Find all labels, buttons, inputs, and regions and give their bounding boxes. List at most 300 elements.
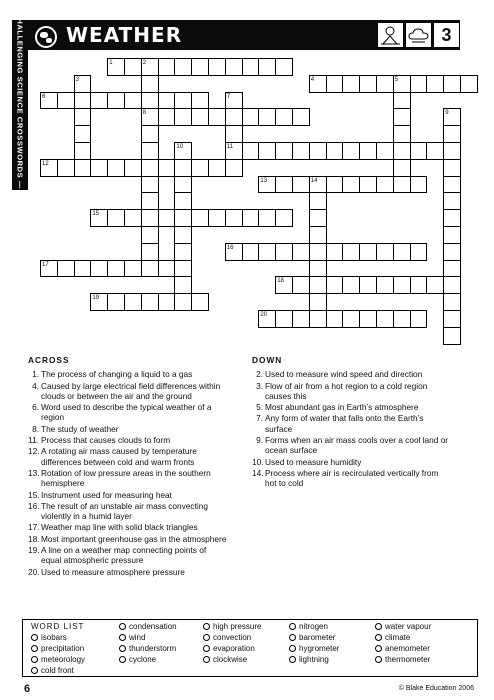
crossword-cell[interactable] [158, 260, 176, 278]
crossword-cell[interactable] [359, 75, 377, 93]
crossword-cell[interactable] [376, 243, 394, 261]
bullet-icon [375, 634, 382, 641]
crossword-cell[interactable] [107, 293, 125, 311]
crossword-cell[interactable] [393, 159, 411, 177]
crossword-cell[interactable] [342, 142, 360, 160]
crossword-cell[interactable] [309, 75, 327, 93]
crossword-cell[interactable] [443, 260, 461, 278]
crossword-cell[interactable] [124, 260, 142, 278]
crossword-cell[interactable] [107, 260, 125, 278]
word-list-item-label: water vapour [385, 622, 432, 631]
crossword-cell[interactable] [90, 159, 108, 177]
crossword-cell[interactable] [258, 243, 276, 261]
word-list-item [203, 644, 255, 654]
crossword-cell[interactable] [208, 108, 226, 126]
crossword-cell[interactable] [309, 176, 327, 194]
clue-item-number: 14 . [252, 468, 263, 478]
word-list-item [375, 622, 431, 632]
clue-item-text: Weather map line with solid black triangles [41, 522, 198, 533]
crossword-cell[interactable] [174, 92, 192, 110]
clue-item-text: Most abundant gas in Earth’s atmosphere [265, 402, 419, 413]
crossword-cell[interactable] [443, 192, 461, 210]
crossword-cell[interactable] [309, 243, 327, 261]
crossword-cell[interactable] [258, 310, 276, 328]
down-clues [252, 355, 452, 490]
crossword-cell[interactable] [275, 310, 293, 328]
crossword-cell[interactable] [426, 142, 444, 160]
clue-item-text: Word used to describe the typical weather of a region [41, 402, 212, 423]
crossword-cell[interactable] [141, 159, 159, 177]
word-list-item-label: isobars [41, 633, 67, 642]
crossword-cell[interactable] [174, 276, 192, 294]
crossword-cell[interactable] [174, 243, 192, 261]
across-clues [28, 355, 228, 578]
clue-item-number: 3 . [252, 381, 263, 391]
crossword-cell[interactable] [275, 142, 293, 160]
clue-item [28, 424, 228, 434]
crossword-cell[interactable] [158, 293, 176, 311]
crossword-cell[interactable] [410, 75, 428, 93]
clue-number: 19 [92, 295, 100, 302]
crossword-cell[interactable] [393, 75, 411, 93]
bullet-icon [31, 634, 38, 641]
crossword-cell[interactable] [124, 58, 142, 76]
clue-number: 4 [310, 76, 315, 83]
crossword-cell[interactable] [225, 159, 243, 177]
series-title: CHALLENGING SCIENCE CROSSWORDS — JUNIOR [15, 12, 25, 224]
crossword-cell[interactable] [443, 159, 461, 177]
crossword-cell[interactable] [258, 176, 276, 194]
crossword-cell[interactable] [326, 276, 344, 294]
word-list-item-label: nitrogen [299, 622, 328, 631]
crossword-cell[interactable] [376, 176, 394, 194]
crossword-cell[interactable] [40, 260, 58, 278]
crossword-cell[interactable] [443, 226, 461, 244]
crossword-cell[interactable] [443, 176, 461, 194]
clue-item [28, 402, 228, 423]
clue-item-number: 9 . [252, 435, 263, 445]
word-list [22, 619, 478, 677]
crossword-cell[interactable] [225, 243, 243, 261]
clue-item-text: Used to measure wind speed and direction [265, 369, 423, 380]
crossword-cell[interactable] [393, 108, 411, 126]
clue-item-text: Instrument used for measuring heat [41, 489, 172, 500]
crossword-cell[interactable] [326, 176, 344, 194]
clue-item [252, 457, 452, 467]
crossword-cell[interactable] [410, 176, 428, 194]
crossword-cell[interactable] [342, 310, 360, 328]
crossword-cell[interactable] [174, 176, 192, 194]
crossword-cell[interactable] [158, 92, 176, 110]
crossword-cell[interactable] [393, 243, 411, 261]
crossword-cell[interactable] [242, 142, 260, 160]
crossword-cell[interactable] [74, 159, 92, 177]
crossword-cell[interactable] [342, 243, 360, 261]
level-number: 3 [433, 22, 460, 48]
clue-item-text: Most important greenhouse gas in the atmosphere [41, 533, 227, 544]
crossword-cell[interactable] [258, 108, 276, 126]
clue-number: 9 [445, 110, 449, 117]
clue-item-text: A rotating air mass caused by temperature differences between cold and warm fronts [41, 446, 197, 467]
crossword-cell[interactable] [74, 92, 92, 110]
crossword-cell[interactable] [443, 75, 461, 93]
crossword-cell[interactable] [107, 209, 125, 227]
crossword-cell[interactable] [292, 276, 310, 294]
word-list-title: WORD LIST [31, 622, 85, 631]
word-list-item-label: anemometer [385, 644, 430, 653]
crossword-cell[interactable] [90, 260, 108, 278]
clue-item [28, 369, 228, 379]
crossword-cell[interactable] [174, 209, 192, 227]
clue-number: 12 [42, 160, 49, 167]
crossword-cell[interactable] [174, 142, 192, 160]
crossword-cell[interactable] [393, 92, 411, 110]
down-heading: DOWN [252, 355, 283, 365]
crossword-cell[interactable] [309, 310, 327, 328]
crossword-cell[interactable] [225, 209, 243, 227]
word-list-item-label: meteorology [41, 655, 86, 664]
bullet-icon [31, 656, 38, 663]
crossword-cell[interactable] [174, 293, 192, 311]
clue-number: 6 [42, 93, 46, 100]
crossword-cell[interactable] [359, 310, 377, 328]
word-list-item [203, 655, 247, 665]
crossword-cell[interactable] [141, 226, 159, 244]
clue-item-number: 20 . [28, 567, 39, 577]
crossword-cell[interactable] [376, 142, 394, 160]
crossword-cell[interactable] [443, 276, 461, 294]
crossword-cell[interactable] [90, 92, 108, 110]
word-list-item-label: hygrometer [299, 644, 340, 653]
crossword-cell[interactable] [141, 92, 159, 110]
crossword-cell[interactable] [141, 192, 159, 210]
clue-number: 14 [310, 177, 318, 184]
clue-item [28, 490, 228, 500]
crossword-cell[interactable] [191, 159, 209, 177]
crossword-cell[interactable] [443, 142, 461, 160]
crossword-cell[interactable] [342, 75, 360, 93]
crossword-cell[interactable] [57, 92, 75, 110]
word-list-item [119, 622, 177, 632]
clue-item-number: 19 . [28, 545, 39, 555]
crossword-cell[interactable] [443, 327, 461, 345]
bullet-icon [203, 656, 210, 663]
crossword-cell[interactable] [57, 260, 75, 278]
crossword-cell[interactable] [74, 108, 92, 126]
word-list-item [119, 655, 156, 665]
word-list-item-label: wind [129, 633, 146, 642]
crossword-cell[interactable] [124, 209, 142, 227]
crossword-cell[interactable] [443, 310, 461, 328]
clue-item-number: 13 . [28, 468, 39, 478]
crossword-cell[interactable] [57, 159, 75, 177]
crossword-cell[interactable] [326, 75, 344, 93]
crossword-cell[interactable] [158, 58, 176, 76]
bullet-icon [203, 634, 210, 641]
bullet-icon [119, 634, 126, 641]
crossword-cell[interactable] [141, 125, 159, 143]
clue-number: 5 [394, 76, 399, 83]
crossword-cell[interactable] [376, 75, 394, 93]
crossword-cell[interactable] [208, 209, 226, 227]
crossword-cell[interactable] [141, 243, 159, 261]
crossword-cell[interactable] [410, 142, 428, 160]
crossword-cell[interactable] [74, 125, 92, 143]
crossword-cell[interactable] [141, 209, 159, 227]
clue-number: 20 [260, 312, 268, 318]
cloud-icon [405, 22, 432, 48]
globe-icon [33, 24, 59, 50]
crossword-cell[interactable] [359, 176, 377, 194]
crossword-cell[interactable] [174, 159, 192, 177]
clue-item [28, 468, 228, 489]
crossword-cell[interactable] [309, 260, 327, 278]
clue-item-number: 8 . [28, 424, 39, 434]
clue-item-text: Used to measure atmosphere pressure [41, 566, 185, 577]
crossword-cell[interactable] [191, 92, 209, 110]
crossword-cell[interactable] [225, 125, 243, 143]
crossword-cell[interactable] [326, 243, 344, 261]
clue-item-number: 7 . [252, 413, 263, 423]
crossword-cell[interactable] [258, 58, 276, 76]
crossword-cell[interactable] [141, 58, 159, 76]
crossword-cell[interactable] [393, 125, 411, 143]
crossword-cell[interactable] [410, 243, 428, 261]
crossword-cell[interactable] [309, 209, 327, 227]
crossword-cell[interactable] [292, 310, 310, 328]
crossword-cell[interactable] [376, 310, 394, 328]
clue-item-number: 2 . [252, 369, 263, 379]
word-list-item [289, 644, 339, 654]
crossword-cell[interactable] [74, 75, 92, 93]
crossword-cell[interactable] [309, 276, 327, 294]
clue-item [28, 501, 228, 522]
crossword-cell[interactable] [174, 58, 192, 76]
crossword-cell[interactable] [124, 293, 142, 311]
crossword-cell[interactable] [292, 142, 310, 160]
bullet-icon [31, 645, 38, 652]
crossword-cell[interactable] [393, 176, 411, 194]
scientist-icon [377, 22, 404, 48]
crossword-cell[interactable] [275, 209, 293, 227]
crossword-cell[interactable] [443, 293, 461, 311]
clue-item-text: Rotation of low pressure areas in the southern hemisphere [41, 467, 211, 489]
crossword-cell[interactable] [410, 310, 428, 328]
crossword-cell[interactable] [275, 176, 293, 194]
crossword-cell[interactable] [174, 260, 192, 278]
crossword-cell[interactable] [225, 142, 243, 160]
crossword-cell[interactable] [309, 192, 327, 210]
clue-item-number: 10 . [252, 457, 263, 467]
crossword-cell[interactable] [275, 276, 293, 294]
crossword-cell[interactable] [393, 310, 411, 328]
word-list-item-label: thunderstorm [129, 644, 177, 653]
bullet-icon [375, 645, 382, 652]
word-list-item-label: cold front [41, 666, 74, 675]
crossword-cell[interactable] [342, 176, 360, 194]
word-list-item [203, 633, 251, 643]
crossword-cell[interactable] [191, 209, 209, 227]
crossword-cell[interactable] [309, 226, 327, 244]
clue-item [28, 567, 228, 577]
word-list-item-label: condensation [129, 622, 177, 631]
clue-item-number: 1 . [28, 369, 39, 379]
crossword-cell[interactable] [90, 209, 108, 227]
crossword-cell[interactable] [208, 58, 226, 76]
crossword-cell[interactable] [40, 92, 58, 110]
clue-item-text: Process that causes clouds to form [41, 435, 171, 446]
word-list-item [119, 633, 145, 643]
word-list-item-label: clockwise [213, 655, 248, 664]
crossword-cell[interactable] [242, 243, 260, 261]
crossword-cell[interactable] [74, 142, 92, 160]
clue-item-number: 16 . [28, 501, 39, 511]
word-list-item-label: high pressure [213, 622, 262, 631]
bullet-icon [203, 623, 210, 630]
crossword-cell[interactable] [158, 209, 176, 227]
clue-item-text: The result of an unstable air mass convecting violently in a humid layer [41, 500, 208, 522]
crossword-cell[interactable] [309, 293, 327, 311]
crossword-cell[interactable] [443, 209, 461, 227]
word-list-item [289, 622, 328, 632]
clue-item [28, 446, 228, 467]
crossword-cell[interactable] [141, 293, 159, 311]
crossword-cell[interactable] [359, 142, 377, 160]
bullet-icon [119, 623, 126, 630]
clue-number: 18 [277, 278, 284, 285]
crossword-cell[interactable] [191, 58, 209, 76]
crossword-cell[interactable] [141, 75, 159, 93]
crossword-cell[interactable] [74, 260, 92, 278]
clue-number: 16 [226, 244, 234, 251]
clue-item-text: Flow of air from a hot region to a cold region causes this [265, 380, 428, 401]
crossword-cell[interactable] [393, 142, 411, 160]
clue-number: 13 [260, 177, 268, 184]
crossword-cell[interactable] [258, 209, 276, 227]
word-list-item [119, 644, 176, 654]
crossword-cell[interactable] [141, 260, 159, 278]
crossword-cell[interactable] [426, 276, 444, 294]
bullet-icon [203, 645, 210, 652]
crossword-cell[interactable] [141, 142, 159, 160]
crossword-cell[interactable] [208, 159, 226, 177]
clue-item [28, 545, 228, 566]
clue-number: 1 [109, 60, 113, 66]
crossword-cell[interactable] [242, 108, 260, 126]
crossword-cell[interactable] [158, 108, 176, 126]
word-list-item-label: climate [385, 633, 411, 642]
clue-item [252, 413, 452, 434]
crossword-cell[interactable] [158, 159, 176, 177]
crossword-cell[interactable] [309, 142, 327, 160]
crossword-cell[interactable] [359, 276, 377, 294]
crossword-cell[interactable] [40, 159, 58, 177]
crossword-cell[interactable] [242, 58, 260, 76]
bullet-icon [119, 645, 126, 652]
bullet-icon [289, 623, 296, 630]
crossword-cell[interactable] [376, 276, 394, 294]
clue-item [252, 381, 452, 402]
clue-item [28, 435, 228, 445]
clue-number: 11 [226, 144, 234, 150]
crossword-cell[interactable] [275, 243, 293, 261]
crossword-cell[interactable] [326, 310, 344, 328]
crossword-cell[interactable] [443, 125, 461, 143]
crossword-cell[interactable] [275, 108, 293, 126]
crossword-cell[interactable] [258, 142, 276, 160]
crossword-cell[interactable] [292, 108, 310, 126]
word-list-item [31, 644, 84, 654]
crossword-cell[interactable] [141, 176, 159, 194]
page-title: WEATHER [66, 23, 183, 47]
crossword-cell[interactable] [174, 192, 192, 210]
crossword-cell[interactable] [359, 243, 377, 261]
clue-item-text: The process of changing a liquid to a gas [41, 369, 193, 380]
bullet-icon [31, 667, 38, 674]
crossword-cell[interactable] [242, 209, 260, 227]
clue-item-text: Forms when an air mass cools over a cool land or ocean surface [265, 435, 449, 456]
bullet-icon [119, 656, 126, 663]
crossword-cell[interactable] [141, 108, 159, 126]
across-heading: ACROSS [28, 355, 70, 365]
bullet-icon [289, 656, 296, 663]
crossword-cell[interactable] [326, 142, 344, 160]
crossword-cell[interactable] [90, 293, 108, 311]
clue-item [28, 522, 228, 532]
word-list-item-label: thermometer [385, 655, 431, 664]
clue-item-number: 4 . [28, 381, 39, 391]
crossword-cell[interactable] [443, 108, 461, 126]
copyright: © Blake Education 2006 [398, 685, 474, 692]
crossword-cell[interactable] [460, 75, 478, 93]
word-list-item [289, 633, 335, 643]
crossword-cell[interactable] [225, 108, 243, 126]
clue-item-text: The study of weather [41, 423, 119, 434]
crossword-cell[interactable] [443, 243, 461, 261]
word-list-item [375, 633, 410, 643]
word-list-item-label: lightning [299, 655, 329, 664]
crossword-cell[interactable] [124, 92, 142, 110]
crossword-cell[interactable] [124, 159, 142, 177]
word-list-item-label: cyclone [129, 655, 157, 664]
clue-item-text: Used to measure humidity [265, 456, 362, 467]
crossword-cell[interactable] [292, 243, 310, 261]
crossword-cell[interactable] [225, 92, 243, 110]
crossword-cell[interactable] [426, 75, 444, 93]
crossword-cell[interactable] [225, 58, 243, 76]
crossword-cell[interactable] [107, 159, 125, 177]
clue-number: 8 [142, 110, 147, 117]
crossword-cell[interactable] [174, 226, 192, 244]
word-list-item [203, 622, 261, 632]
clue-number: 3 [75, 76, 79, 83]
crossword-cell[interactable] [191, 108, 209, 126]
crossword-cell[interactable] [174, 108, 192, 126]
bullet-icon [375, 656, 382, 663]
word-list-item [31, 633, 67, 643]
crossword-cell[interactable] [292, 176, 310, 194]
crossword-cell[interactable] [275, 58, 293, 76]
clue-number: 17 [42, 261, 49, 268]
crossword-cell[interactable] [107, 58, 125, 76]
crossword-cell[interactable] [107, 92, 125, 110]
crossword-cell[interactable] [410, 276, 428, 294]
clue-item [252, 402, 452, 412]
crossword-cell[interactable] [342, 276, 360, 294]
clue-item-text: Any form of water that falls onto the Earth’s surface [265, 413, 424, 434]
crossword-cell[interactable] [191, 293, 209, 311]
crossword-cell[interactable] [393, 276, 411, 294]
